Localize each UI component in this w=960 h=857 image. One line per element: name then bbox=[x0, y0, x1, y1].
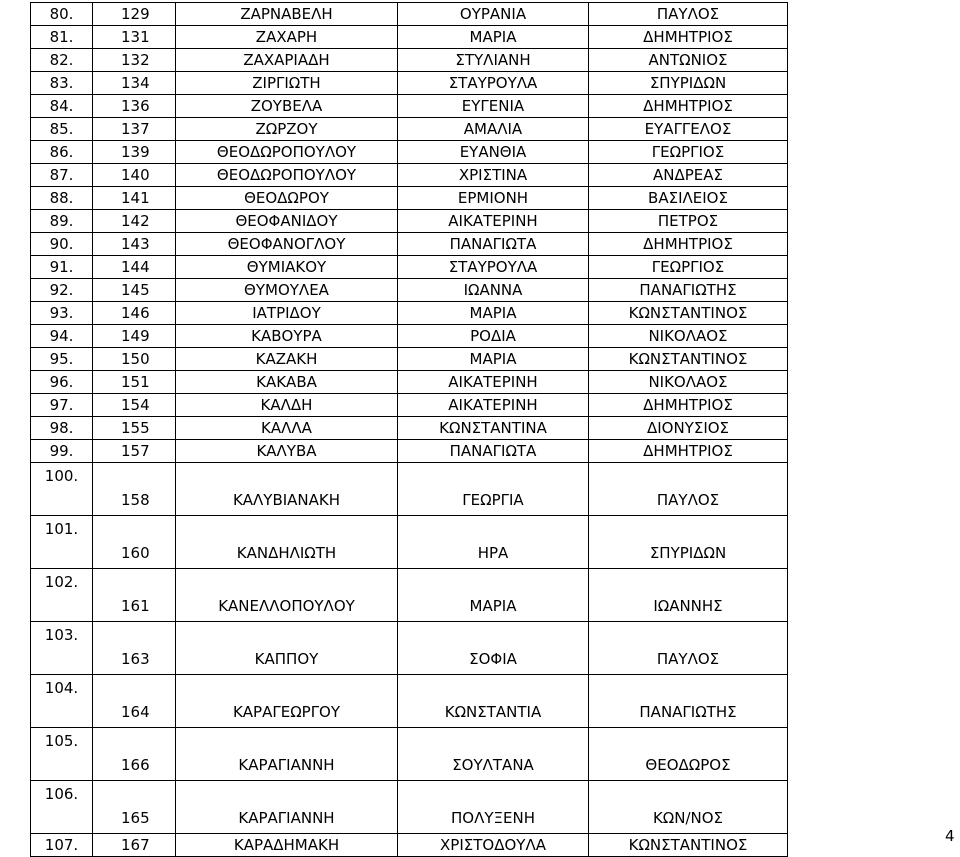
surname-cell: ΚΑΡΑΓΙΑΝΝΗ bbox=[176, 781, 398, 834]
father-name-cell: ΑΝΤΩΝΙΟΣ bbox=[589, 49, 788, 72]
surname-cell: ΚΑΛΛΑ bbox=[176, 417, 398, 440]
table-row bbox=[31, 302, 788, 325]
table-row bbox=[31, 463, 788, 516]
surname-cell: ΖΑΧΑΡΙΑΔΗ bbox=[176, 49, 398, 72]
table-row bbox=[31, 164, 788, 187]
row-index: 103. bbox=[31, 622, 93, 675]
table-row bbox=[31, 516, 788, 569]
surname-cell: ΘΕΟΦΑΝΙΔΟΥ bbox=[176, 210, 398, 233]
surname-cell: ΚΑΒΟΥΡΑ bbox=[176, 325, 398, 348]
surname-cell: ΘΕΟΔΩΡΟΠΟΥΛΟΥ bbox=[176, 141, 398, 164]
table-row bbox=[31, 440, 788, 463]
father-name-cell: ΠΑΥΛΟΣ bbox=[589, 463, 788, 516]
table-row bbox=[31, 728, 788, 781]
father-name-cell: ΚΩΝΣΤΑΝΤΙΝΟΣ bbox=[589, 302, 788, 325]
father-name-cell: ΔΗΜΗΤΡΙΟΣ bbox=[589, 95, 788, 118]
registry-number: 166 bbox=[93, 728, 176, 781]
table-row bbox=[31, 371, 788, 394]
registry-number: 140 bbox=[93, 164, 176, 187]
father-name-cell: ΔΙΟΝΥΣΙΟΣ bbox=[589, 417, 788, 440]
registry-number: 163 bbox=[93, 622, 176, 675]
registry-number: 160 bbox=[93, 516, 176, 569]
father-name-cell: ΔΗΜΗΤΡΙΟΣ bbox=[589, 440, 788, 463]
father-name-cell: ΚΩΝΣΤΑΝΤΙΝΟΣ bbox=[589, 348, 788, 371]
registry-number: 150 bbox=[93, 348, 176, 371]
first-name-cell: ΗΡΑ bbox=[398, 516, 589, 569]
father-name-cell: ΠΑΥΛΟΣ bbox=[589, 3, 788, 26]
registry-number: 161 bbox=[93, 569, 176, 622]
surname-cell: ΘΕΟΦΑΝΟΓΛΟΥ bbox=[176, 233, 398, 256]
father-name-cell: ΠΕΤΡΟΣ bbox=[589, 210, 788, 233]
row-index: 94. bbox=[31, 325, 93, 348]
surname-cell: ΖΙΡΓΙΩΤΗ bbox=[176, 72, 398, 95]
father-name-cell: ΔΗΜΗΤΡΙΟΣ bbox=[589, 233, 788, 256]
registry-number: 154 bbox=[93, 394, 176, 417]
table-row bbox=[31, 72, 788, 95]
father-name-cell: ΣΠΥΡΙΔΩΝ bbox=[589, 516, 788, 569]
first-name-cell: ΡΟΔΙΑ bbox=[398, 325, 589, 348]
table-row bbox=[31, 348, 788, 371]
table-row bbox=[31, 187, 788, 210]
first-name-cell: ΣΤΑΥΡΟΥΛΑ bbox=[398, 72, 589, 95]
row-index: 81. bbox=[31, 26, 93, 49]
father-name-cell: ΣΠΥΡΙΔΩΝ bbox=[589, 72, 788, 95]
first-name-cell: ΧΡΙΣΤΙΝΑ bbox=[398, 164, 589, 187]
registry-number: 129 bbox=[93, 3, 176, 26]
table-row bbox=[31, 569, 788, 622]
first-name-cell: ΑΙΚΑΤΕΡΙΝΗ bbox=[398, 371, 589, 394]
table-row bbox=[31, 49, 788, 72]
first-name-cell: ΚΩΝΣΤΑΝΤΙΝΑ bbox=[398, 417, 589, 440]
row-index: 107. bbox=[31, 834, 93, 857]
surname-cell: ΘΕΟΔΩΡΟΥ bbox=[176, 187, 398, 210]
registry-number: 143 bbox=[93, 233, 176, 256]
father-name-cell: ΓΕΩΡΓΙΟΣ bbox=[589, 256, 788, 279]
surname-cell: ΖΑΡΝΑΒΕΛΗ bbox=[176, 3, 398, 26]
surname-cell: ΖΟΥΒΕΛΑ bbox=[176, 95, 398, 118]
row-index: 82. bbox=[31, 49, 93, 72]
table-row bbox=[31, 325, 788, 348]
row-index: 100. bbox=[31, 463, 93, 516]
row-index: 98. bbox=[31, 417, 93, 440]
surname-cell: ΚΑΡΑΔΗΜΑΚΗ bbox=[176, 834, 398, 857]
row-index: 89. bbox=[31, 210, 93, 233]
row-index: 86. bbox=[31, 141, 93, 164]
registry-number: 146 bbox=[93, 302, 176, 325]
first-name-cell: ΑΜΑΛΙΑ bbox=[398, 118, 589, 141]
registry-number: 132 bbox=[93, 49, 176, 72]
surname-cell: ΚΑΛΔΗ bbox=[176, 394, 398, 417]
registry-number: 155 bbox=[93, 417, 176, 440]
row-index: 91. bbox=[31, 256, 93, 279]
registry-number: 144 bbox=[93, 256, 176, 279]
registry-number: 139 bbox=[93, 141, 176, 164]
row-index: 80. bbox=[31, 3, 93, 26]
surname-cell: ΘΥΜΙΑΚΟΥ bbox=[176, 256, 398, 279]
first-name-cell: ΙΩΑΝΝΑ bbox=[398, 279, 589, 302]
surname-cell: ΚΑΖΑΚΗ bbox=[176, 348, 398, 371]
row-index: 90. bbox=[31, 233, 93, 256]
first-name-cell: ΕΥΓΕΝΙΑ bbox=[398, 95, 589, 118]
registry-number: 142 bbox=[93, 210, 176, 233]
table-row bbox=[31, 3, 788, 26]
row-index: 101. bbox=[31, 516, 93, 569]
table-row bbox=[31, 675, 788, 728]
first-name-cell: ΧΡΙΣΤΟΔΟΥΛΑ bbox=[398, 834, 589, 857]
father-name-cell: ΘΕΟΔΩΡΟΣ bbox=[589, 728, 788, 781]
surname-cell: ΘΥΜΟΥΛΕΑ bbox=[176, 279, 398, 302]
surname-cell: ΚΑΡΑΓΙΑΝΝΗ bbox=[176, 728, 398, 781]
first-name-cell: ΠΑΝΑΓΙΩΤΑ bbox=[398, 233, 589, 256]
row-index: 85. bbox=[31, 118, 93, 141]
first-name-cell: ΠΟΛΥΞΕΝΗ bbox=[398, 781, 589, 834]
father-name-cell: ΙΩΑΝΝΗΣ bbox=[589, 569, 788, 622]
table-row bbox=[31, 417, 788, 440]
registry-number: 134 bbox=[93, 72, 176, 95]
table-row bbox=[31, 781, 788, 834]
row-index: 96. bbox=[31, 371, 93, 394]
row-index: 93. bbox=[31, 302, 93, 325]
father-name-cell: ΕΥΑΓΓΕΛΟΣ bbox=[589, 118, 788, 141]
first-name-cell: ΚΩΝΣΤΑΝΤΙΑ bbox=[398, 675, 589, 728]
father-name-cell: ΑΝΔΡΕΑΣ bbox=[589, 164, 788, 187]
surname-cell: ΚΑΡΑΓΕΩΡΓΟΥ bbox=[176, 675, 398, 728]
father-name-cell: ΚΩΝ/ΝΟΣ bbox=[589, 781, 788, 834]
table-row bbox=[31, 210, 788, 233]
surname-cell: ΚΑΛΥΒΑ bbox=[176, 440, 398, 463]
row-index: 87. bbox=[31, 164, 93, 187]
father-name-cell: ΠΑΥΛΟΣ bbox=[589, 622, 788, 675]
table-row bbox=[31, 141, 788, 164]
row-index: 106. bbox=[31, 781, 93, 834]
surname-cell: ΖΑΧΑΡΗ bbox=[176, 26, 398, 49]
page-number: 4 bbox=[945, 827, 955, 845]
registry-number: 137 bbox=[93, 118, 176, 141]
father-name-cell: ΚΩΝΣΤΑΝΤΙΝΟΣ bbox=[589, 834, 788, 857]
first-name-cell: ΜΑΡΙΑ bbox=[398, 348, 589, 371]
first-name-cell: ΑΙΚΑΤΕΡΙΝΗ bbox=[398, 210, 589, 233]
first-name-cell: ΜΑΡΙΑ bbox=[398, 26, 589, 49]
surname-cell: ΚΑΚΑΒΑ bbox=[176, 371, 398, 394]
row-index: 83. bbox=[31, 72, 93, 95]
registry-number: 167 bbox=[93, 834, 176, 857]
first-name-cell: ΓΕΩΡΓΙΑ bbox=[398, 463, 589, 516]
row-index: 88. bbox=[31, 187, 93, 210]
first-name-cell: ΣΤΑΥΡΟΥΛΑ bbox=[398, 256, 589, 279]
row-index: 95. bbox=[31, 348, 93, 371]
registry-number: 165 bbox=[93, 781, 176, 834]
row-index: 102. bbox=[31, 569, 93, 622]
father-name-cell: ΒΑΣΙΛΕΙΟΣ bbox=[589, 187, 788, 210]
row-index: 92. bbox=[31, 279, 93, 302]
registry-number: 131 bbox=[93, 26, 176, 49]
father-name-cell: ΠΑΝΑΓΙΩΤΗΣ bbox=[589, 279, 788, 302]
table-row bbox=[31, 256, 788, 279]
surname-cell: ΚΑΝΕΛΛΟΠΟΥΛΟΥ bbox=[176, 569, 398, 622]
registry-number: 149 bbox=[93, 325, 176, 348]
father-name-cell: ΔΗΜΗΤΡΙΟΣ bbox=[589, 26, 788, 49]
row-index: 99. bbox=[31, 440, 93, 463]
row-index: 104. bbox=[31, 675, 93, 728]
row-index: 84. bbox=[31, 95, 93, 118]
table-row bbox=[31, 233, 788, 256]
registry-number: 141 bbox=[93, 187, 176, 210]
table-row bbox=[31, 279, 788, 302]
father-name-cell: ΔΗΜΗΤΡΙΟΣ bbox=[589, 394, 788, 417]
table-row bbox=[31, 26, 788, 49]
table-row bbox=[31, 622, 788, 675]
first-name-cell: ΣΟΦΙΑ bbox=[398, 622, 589, 675]
first-name-cell: ΣΟΥΛΤΑΝΑ bbox=[398, 728, 589, 781]
registry-number: 151 bbox=[93, 371, 176, 394]
first-name-cell: ΜΑΡΙΑ bbox=[398, 302, 589, 325]
registry-number: 164 bbox=[93, 675, 176, 728]
surname-cell: ΚΑΠΠΟΥ bbox=[176, 622, 398, 675]
first-name-cell: ΠΑΝΑΓΙΩΤΑ bbox=[398, 440, 589, 463]
surname-cell: ΖΩΡΖΟΥ bbox=[176, 118, 398, 141]
table-row bbox=[31, 95, 788, 118]
first-name-cell: ΑΙΚΑΤΕΡΙΝΗ bbox=[398, 394, 589, 417]
table-row bbox=[31, 394, 788, 417]
father-name-cell: ΠΑΝΑΓΙΩΤΗΣ bbox=[589, 675, 788, 728]
surname-cell: ΘΕΟΔΩΡΟΠΟΥΛΟΥ bbox=[176, 164, 398, 187]
father-name-cell: ΝΙΚΟΛΑΟΣ bbox=[589, 325, 788, 348]
surname-cell: ΙΑΤΡΙΔΟΥ bbox=[176, 302, 398, 325]
father-name-cell: ΝΙΚΟΛΑΟΣ bbox=[589, 371, 788, 394]
registry-number: 145 bbox=[93, 279, 176, 302]
surname-cell: ΚΑΝΔΗΛΙΩΤΗ bbox=[176, 516, 398, 569]
row-index: 97. bbox=[31, 394, 93, 417]
father-name-cell: ΓΕΩΡΓΙΟΣ bbox=[589, 141, 788, 164]
roster-table bbox=[30, 2, 788, 857]
first-name-cell: ΣΤΥΛΙΑΝΗ bbox=[398, 49, 589, 72]
registry-number: 157 bbox=[93, 440, 176, 463]
surname-cell: ΚΑΛΥΒΙΑΝΑΚΗ bbox=[176, 463, 398, 516]
first-name-cell: ΕΥΑΝΘΙΑ bbox=[398, 141, 589, 164]
first-name-cell: ΕΡΜΙΟΝΗ bbox=[398, 187, 589, 210]
first-name-cell: ΟΥΡΑΝΙΑ bbox=[398, 3, 589, 26]
first-name-cell: ΜΑΡΙΑ bbox=[398, 569, 589, 622]
table-row bbox=[31, 834, 788, 857]
registry-number: 136 bbox=[93, 95, 176, 118]
registry-number: 158 bbox=[93, 463, 176, 516]
table-row bbox=[31, 118, 788, 141]
row-index: 105. bbox=[31, 728, 93, 781]
